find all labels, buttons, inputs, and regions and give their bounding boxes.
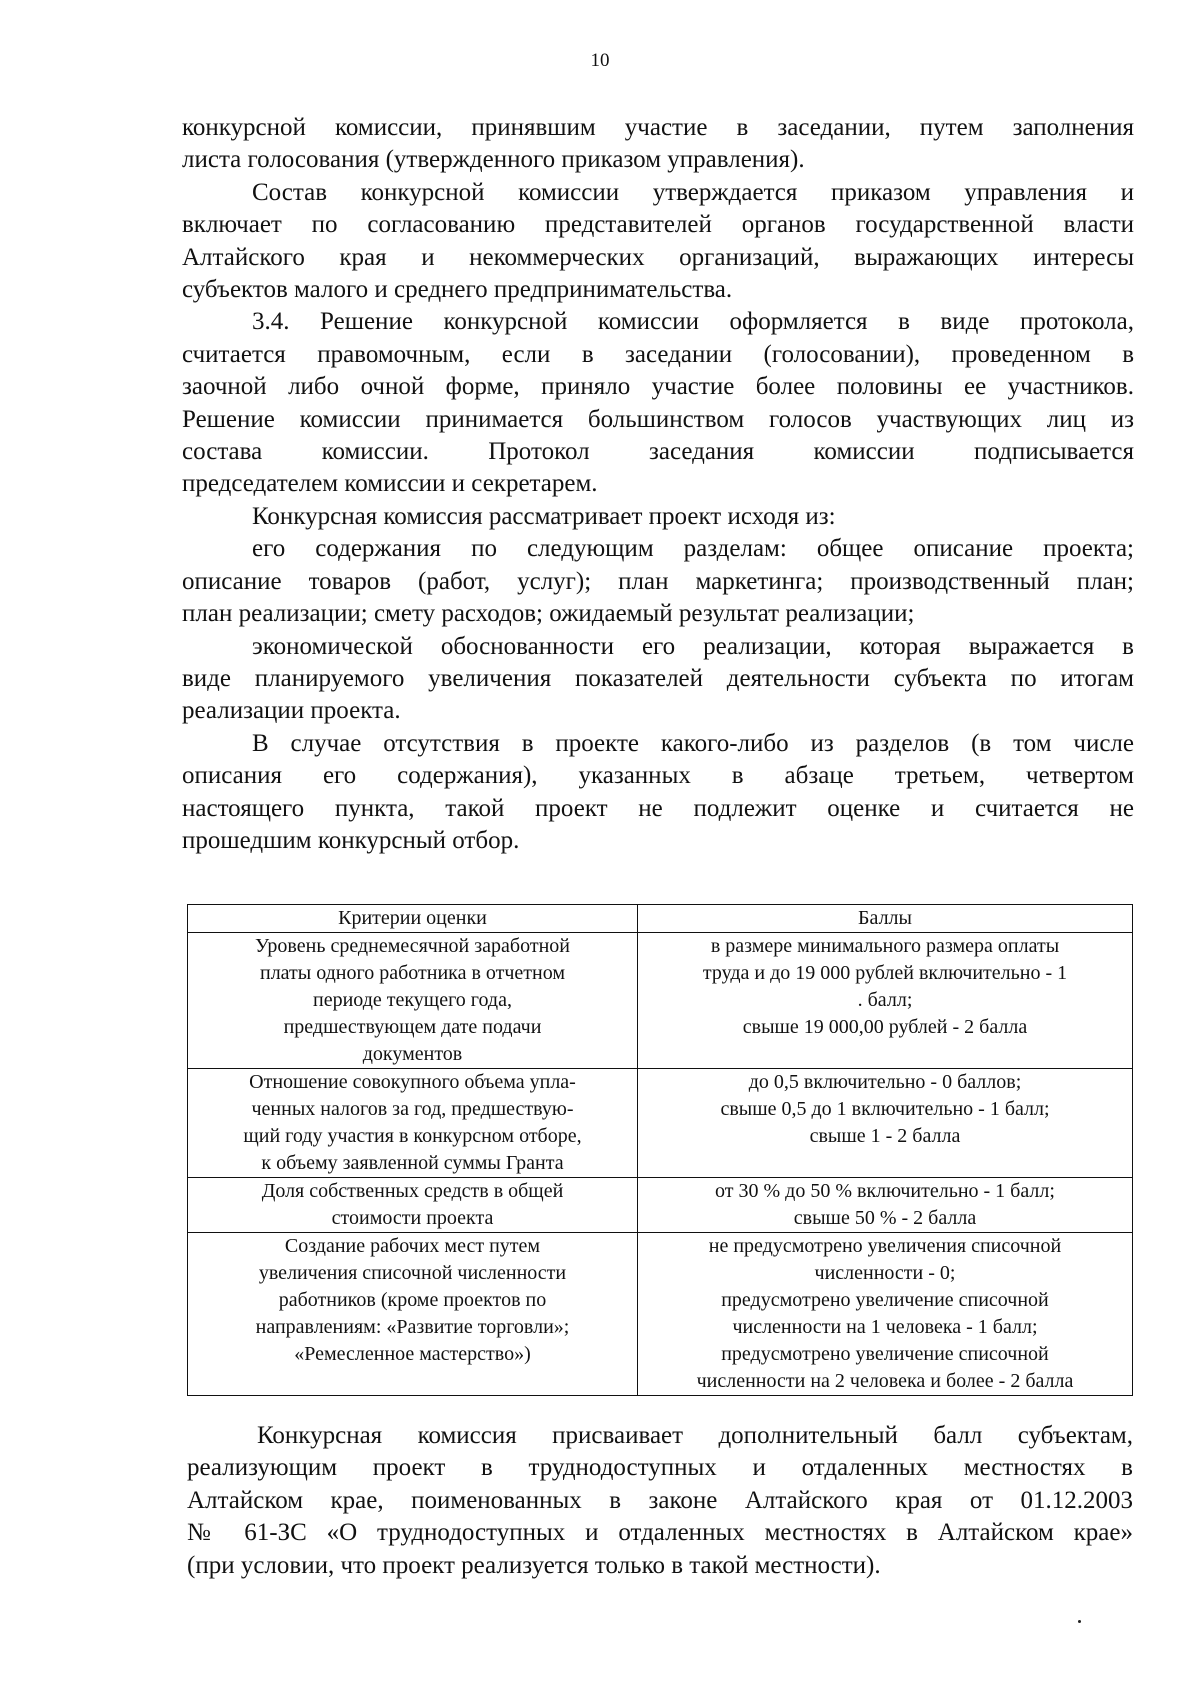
paragraph [182,112,1134,177]
criteria-line: ченных налогов за год, предшествую- [251,1098,574,1120]
paragraph-line: экономической обоснованности его реализации, которая выражается в [252,632,1134,660]
closing-paragraph [187,1420,1133,1582]
criteria-cell [188,933,638,1069]
closing-line: Алтайском крае, поименованных в законе Алтайского края от 01.12.2003 [187,1486,1133,1514]
criteria-line: периоде текущего года, [313,989,512,1011]
criteria-line: к объему заявленной суммы Гранта [261,1152,564,1174]
paragraph-line: 3.4. Решение конкурсной комиссии оформляется в виде протокола, [252,308,1134,336]
points-line: . балл; [857,989,913,1011]
criteria-table [187,904,1133,1396]
points-line: до 0,5 включительно - 0 баллов; [748,1071,1022,1093]
table-header-row [188,905,1133,933]
points-line: численности на 2 человека и более - 2 балла [696,1370,1074,1392]
paragraph-line: настоящего пункта, такой проект не подлежит оценке и считается не [182,794,1134,822]
paragraph [182,501,1134,533]
criteria-line: платы одного работника в отчетном [259,962,566,984]
table-row [188,1069,1133,1178]
points-line: свыше 19 000,00 рублей - 2 балла [742,1016,1028,1038]
criteria-line: щий году участия в конкурсном отборе, [243,1125,582,1147]
header-criteria: Критерии оценки [188,905,638,933]
criteria-line: направлениям: «Развитие торговли»; [255,1316,570,1338]
points-line: численности на 1 человека - 1 балл; [732,1316,1038,1338]
criteria-line: предшествующем дате подачи [283,1016,542,1038]
criteria-line: увеличения списочной численности [258,1262,567,1284]
paragraph [182,728,1134,858]
paragraph-line: описания его содержания), указанных в абзаце третьем, четвертом [182,762,1134,790]
closing-line: (при условии, что проект реализуется только в такой местности). [187,1551,881,1579]
paragraph-line: считается правомочным, если в заседании (голосовании), проведенном в [182,340,1134,368]
paragraph-line: заочной либо очной форме, приняло участие более половины ее участников. [182,373,1134,401]
closing-line: Конкурсная комиссия присваивает дополнительный балл субъектам, [257,1422,1133,1449]
table-body [188,933,1133,1396]
criteria-line: «Ремесленное мастерство») [294,1343,531,1365]
criteria-line: стоимости проекта [331,1207,494,1229]
points-cell [638,1233,1133,1396]
points-line: свыше 1 - 2 балла [809,1125,961,1147]
paragraph [182,631,1134,728]
paragraph [182,177,1134,307]
paragraph-line: Алтайского края и некоммерческих организаций, выражающих интересы [182,243,1134,271]
paragraph-line: план реализации; смету расходов; ожидаемый результат реализации; [182,600,915,628]
header-points: Баллы [638,905,1133,933]
paragraph-line: листа голосования (утвержденного приказом управления). [182,146,805,174]
paragraph-line: В случае отсутствия в проекте какого-либо из разделов (в том числе [252,729,1134,757]
page-number: 10 [590,50,610,71]
table-row [188,1233,1133,1396]
paragraph-line: Решение комиссии принимается большинством голосов участвующих лиц из [182,405,1134,433]
points-cell [638,1069,1133,1178]
criteria-line: Отношение совокупного объема упла- [249,1071,576,1093]
points-line: труда и до 19 000 рублей включительно - 1 [702,962,1068,984]
paragraph-line: прошедшим конкурсный отбор. [182,826,520,854]
closing-line: реализующим проект в труднодоступных и отдаленных местностях в [187,1454,1133,1482]
paragraph [182,533,1134,630]
points-line: свыше 50 % - 2 балла [793,1207,977,1229]
points-cell [638,1178,1133,1233]
criteria-cell [188,1233,638,1396]
criteria-cell [188,1178,638,1233]
points-line: предусмотрено увеличение списочной [721,1289,1049,1311]
points-line: свыше 0,5 до 1 включительно - 1 балл; [720,1098,1050,1120]
criteria-line: Создание рабочих мест путем [284,1235,541,1257]
criteria-line: Уровень среднемесячной заработной [255,935,570,957]
paragraph [182,306,1134,500]
paragraph-line: виде планируемого увеличения показателей деятельности субъекта по итогам [182,664,1134,692]
scan-speck [1078,1620,1081,1623]
criteria-cell [188,1069,638,1178]
paragraph-line: его содержания по следующим разделам: общее описание проекта; [252,535,1134,563]
criteria-line: работников (кроме проектов по [278,1289,547,1311]
points-cell [638,933,1133,1069]
points-line: не предусмотрено увеличения списочной [708,1235,1062,1257]
paragraph-line: субъектов малого и среднего предпринимательства. [182,276,733,304]
table-row [188,933,1133,1069]
paragraph-line: состава комиссии. Протокол заседания комиссии подписывается [182,438,1134,466]
paragraph-line: описание товаров (работ, услуг); план маркетинга; производственный план; [182,567,1134,595]
paragraph-line: конкурсной комиссии, принявшим участие в заседании, путем заполнения [182,114,1134,141]
points-line: предусмотрено увеличение списочной [721,1343,1049,1365]
points-line: численности - 0; [814,1262,956,1284]
table-row [188,1178,1133,1233]
paragraph-line: Конкурсная комиссия рассматривает проект исходя из: [252,502,836,530]
paragraph-line: председателем комиссии и секретарем. [182,470,598,498]
paragraph-line: реализации проекта. [182,697,401,725]
criteria-line: документов [362,1043,463,1065]
paragraph-line: Состав конкурсной комиссии утверждается приказом управления и [252,178,1134,206]
criteria-line: Доля собственных средств в общей [261,1180,564,1202]
points-line: в размере минимального размера оплаты [710,935,1060,957]
closing-line: № 61-ЗС «О труднодоступных и отдаленных местностях в Алтайском крае» [187,1519,1133,1547]
paragraph-line: включает по согласованию представителей органов государственной власти [182,211,1134,239]
points-line: от 30 % до 50 % включительно - 1 балл; [715,1180,1055,1202]
body-text [182,112,1134,857]
